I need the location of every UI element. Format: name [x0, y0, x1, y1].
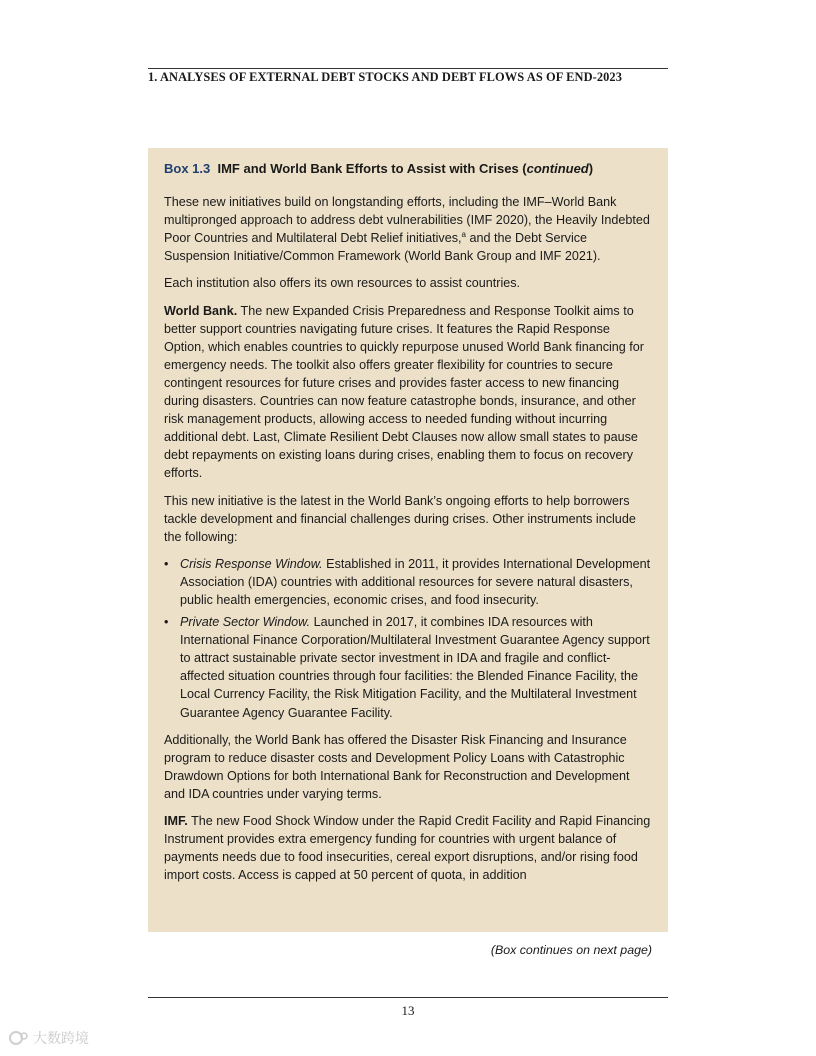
imf-heading: IMF.	[164, 814, 188, 828]
box-title-text: IMF and World Bank Efforts to Assist with Crises (	[217, 161, 527, 176]
box-label: Box 1.3	[164, 161, 211, 176]
footnote-marker: a	[461, 230, 466, 240]
box-1-3	[148, 148, 668, 932]
box-continues-note: (Box continues on next page)	[490, 943, 652, 957]
instrument-text: Launched in 2017, it combines IDA resources with International Finance Corporation/Multilateral Investment Guarantee Agency support to attract sustainable private sector investment in IDA and fragile and conflict-affected situation countries through four facilities: the Blended Finance Facility, the Local Currency Facility, the Risk Mitigation Facility, and the Multilateral Investment Guarantee Agency Guarantee Facility.	[180, 615, 650, 720]
instrument-name: Private Sector Window.	[180, 615, 311, 630]
instruments-list	[164, 555, 652, 722]
instrument-text: Established in 2011, it provides International Development Association (IDA) countries with additional resources for severe natural disasters, public health emergencies, economic crises, and food insecurity.	[180, 556, 651, 607]
world-bank-heading: World Bank.	[164, 303, 238, 318]
watermark	[8, 1028, 89, 1048]
box-title-italic: continued	[526, 161, 589, 176]
list-item	[164, 613, 652, 722]
watermark-text: 大数跨境	[33, 1030, 89, 1046]
intro-paragraph	[164, 193, 652, 265]
page-number: 13	[401, 1003, 415, 1018]
bottom-rule	[148, 997, 668, 998]
bullet-icon: •	[164, 556, 169, 571]
resources-paragraph: Each institution also offers its own resources to assist countries.	[164, 276, 521, 291]
instrument-name: Crisis Response Window.	[180, 556, 323, 571]
imf-text: The new Food Shock Window under the Rapid Credit Facility and Rapid Financing Instrument provides extra emergency funding for countries with urgent balance of payments needs due to food insecurities, cereal export disruptions, and/or rising food import costs. Access is capped at 50 percent of quota, in addition	[164, 814, 651, 883]
intro-text-after: and the Debt Service Suspension Initiative/Common Framework (World Bank Group and IMF 2021).	[164, 231, 601, 264]
additionally-paragraph: Additionally, the World Bank has offered the Disaster Risk Financing and Insurance program to reduce disaster costs and Development Policy Loans with Catastrophic Drawdown Options for both International Bank for Reconstruction and Development and IDA countries under varying terms.	[164, 732, 630, 801]
imf-paragraph	[164, 812, 652, 884]
running-head: 1. ANALYSES OF EXTERNAL DEBT STOCKS AND DEBT FLOWS AS OF END-2023	[148, 70, 623, 84]
bullet-icon: •	[164, 615, 169, 630]
world-bank-paragraph	[164, 302, 652, 483]
world-bank-text: The new Expanded Crisis Preparedness and Response Toolkit aims to better support countries navigating future crises. It features the Rapid Response Option, which enables countries to quickly repurpose unused World Bank financing for emergency needs. The toolkit also offers greater flexibility for countries to secure contingent resources for future crises and provides faster access to new financing during disasters. Countries can now feature catastrophe bonds, insurance, and other risk management products, allowing access to needed funding without incurring additional debt. Last, Climate Resilient Debt Clauses now allow small states to pause debt repayments on existing loans during crises, enabling them to focus on recovery efforts.	[164, 303, 645, 481]
list-item	[164, 555, 652, 609]
box-title-close: )	[588, 161, 594, 176]
watermark-logo-icon	[8, 1030, 30, 1046]
initiative-paragraph: This new initiative is the latest in the World Bank’s ongoing efforts to help borrowers tackle development and financial challenges during crises. Other instruments include the following:	[164, 493, 636, 544]
intro-text-before: These new initiatives build on longstanding efforts, including the IMF–World Bank multipronged approach to address debt vulnerabilities (IMF 2020), the Heavily Indebted Poor Countries and Multilateral Debt Relief initiatives,	[164, 195, 650, 246]
top-rule	[148, 68, 668, 69]
box-title	[164, 160, 652, 178]
